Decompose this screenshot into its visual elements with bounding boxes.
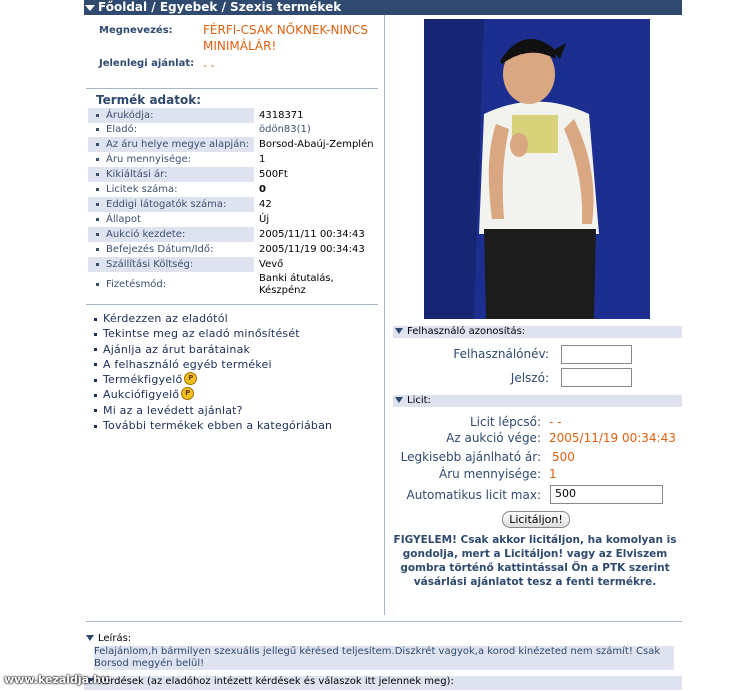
details-row (88, 273, 378, 296)
bullet-icon (94, 394, 97, 397)
bid-section-header (393, 395, 682, 407)
seller-link[interactable]: ödön83(1) (259, 124, 311, 135)
action-link[interactable] (94, 418, 332, 433)
details-row-value: 2005/11/11 00:34:43 (259, 229, 365, 240)
details-row (88, 242, 378, 257)
action-link-label: A felhasználó egyéb termékei (103, 357, 272, 371)
premium-coin-icon: P (181, 387, 194, 400)
column-divider (384, 15, 385, 615)
action-link-label: Ajánlja az árut barátainak (103, 342, 251, 356)
bullet-icon (94, 363, 97, 366)
action-link-label: Tekintse meg az eladó minősítését (103, 327, 300, 341)
product-title: FÉRFI-CSAK NŐKNEK-NINCS MINIMÁLÁR! (203, 23, 368, 53)
details-row-value: 1 (259, 154, 266, 165)
divider (86, 304, 378, 305)
details-row (88, 227, 378, 242)
action-link-label: Mi az a levédett ajánlat? (103, 403, 243, 417)
quantity-value: 1 (549, 467, 557, 481)
collapse-triangle-icon (86, 635, 94, 641)
bullet-icon (94, 318, 97, 321)
bullet-icon (94, 425, 97, 428)
min-price-value: 500 (552, 450, 575, 464)
login-section-header (393, 326, 682, 338)
details-row-key: Eddigi látogatók száma: (88, 197, 254, 212)
password-input[interactable] (561, 368, 632, 387)
bid-section-title: Licit: (407, 395, 431, 406)
premium-coin-icon: P (184, 372, 197, 385)
details-row-key: Fizetésmód: (88, 277, 254, 292)
breadcrumb-bar (84, 0, 682, 15)
action-link[interactable] (94, 387, 332, 402)
watermark: www.kezaldja.hu (4, 673, 109, 686)
details-row-key: Szállítási Költség: (88, 257, 254, 272)
details-row (88, 122, 378, 137)
password-label: Jelszó: (510, 371, 549, 385)
collapse-triangle-icon (395, 397, 403, 403)
details-row (88, 197, 378, 212)
min-price-label: Legkisebb ajánlható ár: (400, 450, 541, 464)
description-text: Felajánlom,h bármilyen szexuális jellegű kérésed teljesítem.Diszkrét vagyok,a korod kinézeted nem számít! Csak Borsod megyén belül! (94, 646, 674, 670)
product-photo[interactable] (424, 19, 650, 319)
auto-bid-label: Automatikus licit max: (406, 488, 541, 502)
person-photo-icon (424, 19, 650, 319)
current-offer-label: Jelenlegi ajánlat: (99, 58, 195, 69)
action-link[interactable] (94, 372, 332, 387)
questions-title: Kérdések (az eladóhoz intézett kérdések és válaszok itt jelennek meg): (98, 676, 454, 687)
details-row-key: Kikiáltási ár: (88, 167, 254, 182)
bullet-icon (94, 409, 97, 412)
details-row (88, 257, 378, 272)
login-section-title: Felhasználó azonosítás: (407, 326, 526, 337)
action-link-label: Termékfigyelő (103, 373, 183, 387)
details-row (88, 182, 378, 197)
questions-header (84, 676, 682, 690)
bid-warning: FIGYELEM! Csak akkor licitáljon, ha komolyan is gondolja, mert a Licitáljon! vagy az Elviszem gombra történő kattintással Ön a PTK szerint vásárlási ajánlatot tesz a fenti termékre. (393, 534, 677, 588)
details-row-key: Árukódja: (88, 108, 254, 123)
details-row-value: Vevő (259, 259, 284, 270)
bullet-icon (94, 333, 97, 336)
bid-step-value: - - (549, 415, 562, 429)
details-row (88, 152, 378, 167)
breadcrumb[interactable]: Főoldal / Egyebek / Szexis termékek (98, 0, 342, 14)
details-row-key: Állapot (88, 212, 254, 227)
username-input[interactable] (561, 345, 632, 364)
bid-button[interactable]: Licitáljon! (502, 511, 570, 528)
action-link[interactable] (94, 326, 332, 341)
details-row (88, 137, 378, 152)
name-label: Megnevezés: (99, 25, 173, 36)
details-row-value: 4318371 (259, 110, 304, 121)
details-row (88, 167, 378, 182)
action-link-label: Kérdezzen az eladótól (103, 312, 228, 325)
description-header (84, 633, 682, 646)
details-row-value: Banki átutalás, Készpénz (259, 273, 334, 296)
details-row-value: 500Ft (259, 169, 288, 180)
quantity-label: Áru mennyisége: (439, 467, 541, 481)
details-row-value: 2005/11/19 00:34:43 (259, 244, 365, 255)
action-link[interactable] (94, 342, 332, 357)
details-row (88, 212, 378, 227)
action-links (94, 311, 332, 433)
details-row-value: 42 (259, 199, 272, 210)
collapse-triangle-icon (395, 328, 403, 334)
auction-end-value: 2005/11/19 00:34:43 (549, 431, 676, 445)
details-row-key: Áru mennyisége: (88, 152, 254, 167)
action-link[interactable] (94, 357, 332, 372)
action-link-label: További termékek ebben a kategóriában (103, 419, 333, 433)
details-heading: Termék adatok: (96, 93, 201, 107)
current-offer-value: - - (203, 59, 215, 72)
bullet-icon (94, 348, 97, 351)
divider (86, 88, 378, 89)
details-row-key: Aukció kezdete: (88, 227, 254, 242)
auto-bid-input[interactable]: 500 (550, 485, 663, 504)
bid-step-label: Licit lépcső: (469, 415, 541, 429)
action-link-label: Aukciófigyelő (103, 388, 180, 402)
details-row-key: Az áru helye megye alapján: (88, 137, 254, 152)
details-row-value: Borsod-Abaúj-Zemplén (259, 139, 374, 150)
details-row-value: 0 (259, 184, 266, 195)
details-row-key: Licitek száma: (88, 182, 254, 197)
details-row-value: Új (259, 214, 270, 225)
collapse-triangle-icon (85, 5, 95, 11)
auction-end-label: Az aukció vége: (446, 431, 541, 445)
action-link[interactable] (94, 311, 332, 326)
username-label: Felhasználónév: (453, 347, 549, 361)
details-row-key: Befejezés Dátum/Idő: (88, 242, 254, 257)
details-row-key: Eladó: (88, 122, 254, 137)
details-row (88, 108, 378, 123)
bullet-icon (94, 379, 97, 382)
divider (86, 621, 682, 622)
action-link[interactable] (94, 403, 332, 418)
description-title: Leírás: (98, 633, 132, 644)
